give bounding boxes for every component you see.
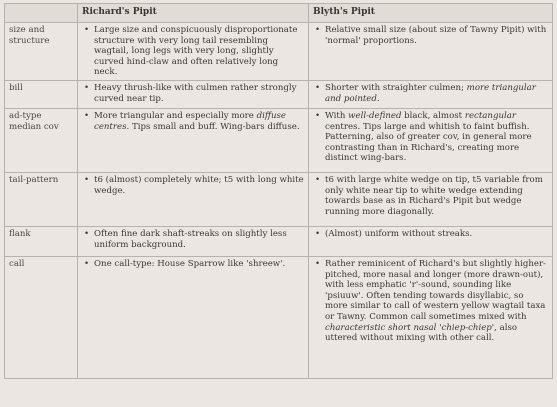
bullet-text (313, 111, 548, 164)
header-blyths-pipit: Blyth's Pipit (309, 4, 553, 23)
text-run: More triangular and especially more (94, 110, 257, 121)
text-run: (Almost) uniform without streaks. (325, 228, 473, 239)
row-label: flank (5, 226, 78, 256)
bullet-text (82, 259, 304, 270)
richards-cell (78, 108, 309, 172)
bullet-text (313, 175, 548, 217)
text-run: Shorter with straighter culmen; (325, 82, 467, 93)
text-run: centres. Tips large and whitish to faint buffish. Patterning, also of greater cov, in general more contrasting than in Richard's, creating more distinct wing-bars. (325, 121, 532, 164)
italic-text-run: more triangular and pointed (325, 82, 536, 104)
richards-cell (78, 172, 309, 226)
blyths-cell (309, 256, 553, 378)
bullet-text (82, 83, 304, 104)
text-run: t6 with large white wedge on tip, t5 variable from only white near tip to white wedge extending towards base as in Richard's Pipit but wedge running more diagonally. (325, 174, 543, 217)
bullet-text (313, 229, 548, 240)
richards-cell (78, 226, 309, 256)
text-run: t6 (almost) completely white; t5 with long white wedge. (94, 174, 304, 196)
bullet-text (82, 229, 304, 250)
text-run: black, almost (401, 110, 465, 121)
blyths-cell (309, 226, 553, 256)
row-label: ad-type median cov (5, 108, 78, 172)
text-run: Often fine dark shaft-streaks on slightly less uniform background. (94, 228, 287, 250)
richards-cell (78, 80, 309, 108)
text-run: Heavy thrush-like with culmen rather strongly curved near tip. (94, 82, 297, 104)
row-label: call (5, 256, 78, 378)
bullet-text (82, 175, 304, 196)
text-run: One call-type: House Sparrow like 'shreew'. (94, 258, 286, 269)
table-row (5, 172, 553, 226)
text-run: Relative small size (about size of Tawny Pipit) with 'normal' proportions. (325, 25, 547, 46)
italic-text-run: well-defined (348, 110, 402, 121)
table-row (5, 23, 553, 81)
header-richards-pipit: Richard's Pipit (78, 4, 309, 23)
row-label: tail-pattern (5, 172, 78, 226)
blyths-cell (309, 108, 553, 172)
header-feature (5, 4, 78, 23)
richards-cell (78, 256, 309, 378)
bullet-text (313, 259, 548, 344)
table-row (5, 226, 553, 256)
text-run: . (376, 93, 380, 104)
text-run: Rather reminicent of Richard's but slightly higher-pitched, more nasal and longer (more drawn-out), with less emphatic 'r'-sound, sounding like 'psiuuw'. Often tending towards disyllabic, so more similar to call of western yellow wagtail taxa or Tawny. Common call sometimes mixed with (325, 258, 546, 322)
italic-text-run: diffuse centres (94, 110, 286, 132)
bullet-text (82, 111, 304, 132)
bullet-text (82, 25, 304, 78)
comparison-table (4, 3, 553, 379)
bullet-text (313, 25, 548, 46)
blyths-cell (309, 23, 553, 81)
text-run: . Tips small and buff. Wing-bars diffuse. (126, 121, 300, 132)
table-row (5, 256, 553, 378)
table-row (5, 80, 553, 108)
text-run: With (325, 110, 349, 121)
text-run: , also uttered without mixing with other call. (325, 322, 518, 344)
text-run: Large size and conspicuously disproportionate structure with very long tail resembling wagtail, long legs with very long, slightly curved hind-claw and often relatively long neck. (94, 25, 298, 78)
row-label: size and structure (5, 23, 78, 81)
blyths-cell (309, 172, 553, 226)
table-header-row (5, 4, 553, 23)
bullet-text (313, 83, 548, 104)
richards-cell (78, 23, 309, 81)
table-row (5, 108, 553, 172)
italic-text-run: rectangular (464, 110, 516, 121)
row-label: bill (5, 80, 78, 108)
italic-text-run: characteristic short nasal 'chiep-chiep' (325, 322, 495, 333)
blyths-cell (309, 80, 553, 108)
